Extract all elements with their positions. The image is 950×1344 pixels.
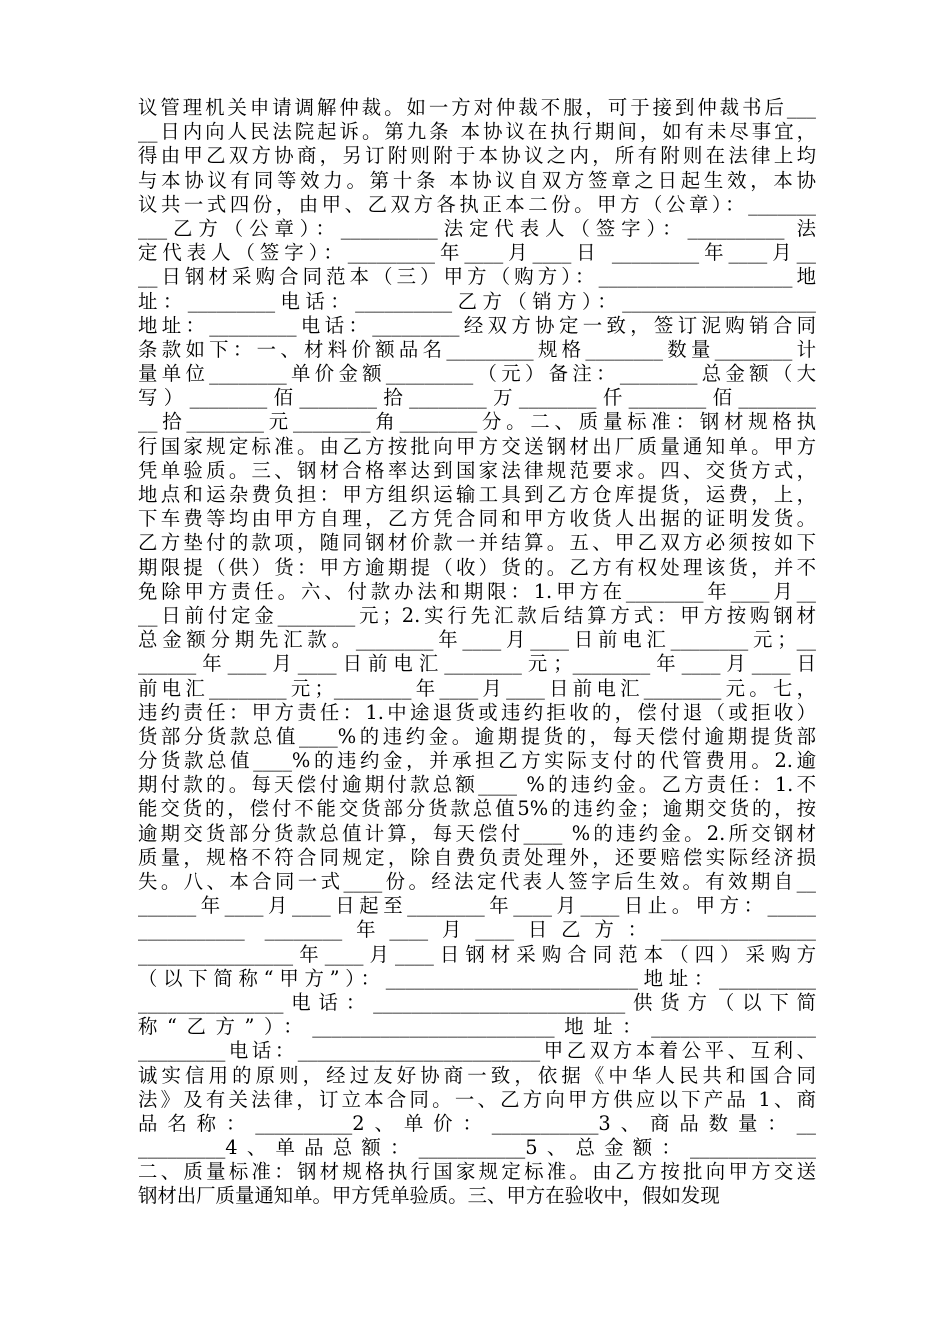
text-line: 议管理机关申请调解仲裁。如一方对仲裁不服，可于接到仲裁书后___ bbox=[138, 96, 816, 119]
text-line: 法》及有关法律，订立本合同。一、乙方向甲方供应以下产品 1、商 bbox=[138, 1087, 816, 1111]
text-line: 乙方垫付的款项，随同钢材价款一并结算。五、甲乙双方必须按如下 bbox=[138, 531, 816, 555]
text-line: 期限提（供）货：甲方逾期提（收）货的。乙方有权处理该货，并不 bbox=[138, 555, 816, 579]
text-line: 写）________佰________拾________万________仟________佰________ bbox=[138, 386, 816, 410]
text-line: 行国家规定标准。由乙方按批向甲方交送钢材出厂质量通知单。甲方 bbox=[138, 434, 816, 458]
text-line: _________电话：_________________________甲乙双方本着公平、互利、 bbox=[138, 1039, 816, 1063]
text-line: 得由甲乙双方协商，另订附则附于本协议之内，所有附则在法律上均 bbox=[138, 144, 816, 168]
text-line: ______年____月____日起至________年____月____日止。甲方：_____ bbox=[138, 894, 816, 918]
text-line: 钢材出厂质量通知单。甲方凭单验质。三、甲方在验收中，假如发现 bbox=[138, 1184, 720, 1208]
text-line: 分货款总值____%的违约金，并承担乙方实际支付的代管费用。2.逾 bbox=[138, 749, 816, 773]
text-line: 址：_________电话：__________乙方（销方）：____________________ bbox=[138, 289, 816, 313]
text-line: __日前付定金________元；2.实行先汇款后结算方式：甲方按购钢材 bbox=[138, 603, 816, 627]
text-line: （以下简称“甲方”）：__________________________地址：__________ bbox=[138, 966, 816, 990]
text-line: ________________年____月____日钢材采购合同范本（四）采购方 bbox=[138, 942, 816, 966]
text-line: ___乙方（公章）：__________法定代表人（签字）：__________ 法 bbox=[138, 216, 816, 240]
text-line: ___________ ________年____月____日乙方：________________ bbox=[138, 918, 816, 942]
text-line: __日内向人民法院起诉。第九条 本协议在执行期间，如有未尽事宜， bbox=[138, 120, 816, 144]
text-line: _________4、单品总额：___________5、总金额：_____________ bbox=[138, 1136, 816, 1160]
text-line: _______________电话：__________________________供货方（以下简 bbox=[138, 990, 816, 1014]
text-line: 总金额分期先汇款。________年____月____日前电汇________元；__ bbox=[138, 628, 816, 652]
text-line: 能交货的，偿付不能交货部分货款总值5%的违约金；逾期交货的，按 bbox=[138, 797, 816, 821]
text-line: 议共一式四份，由甲、乙双方各执正本二份。甲方（公章）：_______ bbox=[138, 192, 816, 216]
text-line: 逾期交货部分货款总值计算，每天偿付____ %的违约金。2.所交钢材 bbox=[138, 821, 816, 845]
text-line: 诚实信用的原则，经过友好协商一致，依据《中华人民共和国合同 bbox=[138, 1063, 816, 1087]
text-line: ______年____月____日前电汇________元；________年____月____日 bbox=[138, 652, 816, 676]
text-line: 免除甲方责任。六、付款办法和期限：1.甲方在________年____月__ bbox=[138, 579, 816, 603]
document-body bbox=[138, 96, 816, 1209]
text-line: 二、质量标准：钢材规格执行国家规定标准。由乙方按批向甲方交送 bbox=[138, 1160, 816, 1184]
text-line: 下车费等均由甲方自理，乙方凭合同和甲方收货人出据的证明发货。 bbox=[138, 507, 816, 531]
text-line: 期付款的。每天偿付逾期付款总额____ %的违约金。乙方责任：1.不 bbox=[138, 773, 816, 797]
text-line: 量单位________单价金额_________（元）备注：________总金额（大 bbox=[138, 362, 816, 386]
text-line: 凭单验质。三、钢材合格率达到国家法律规范要求。四、交货方式， bbox=[138, 458, 816, 482]
text-line: __拾________元________角________分。二、质量标准：钢材规格执 bbox=[138, 410, 816, 434]
text-line: 与本协议有同等效力。第十条 本协议自双方签章之日起生效，本协 bbox=[138, 168, 816, 192]
text-line: __日钢材采购合同范本（三）甲方（购方）：____________________地 bbox=[138, 265, 816, 289]
text-line: 条款如下：一、材料价额品名_________规格________数量________计 bbox=[138, 337, 816, 361]
text-line: 失。八、本合同一式____份。经法定代表人签字后生效。有效期自__ bbox=[138, 870, 816, 893]
text-line: 质量，规格不符合同规定，除自费负责处理外，还要赔偿实际经济损 bbox=[138, 845, 816, 869]
text-line: 称“乙方”）：_________________________地址：_________________ bbox=[138, 1015, 816, 1039]
text-line: 品名称：__________2、单价：___________3、商品数量：__ bbox=[138, 1111, 816, 1135]
text-line: 货部分货款总值____%的违约金。逾期提货的，每天偿付逾期提货部 bbox=[138, 724, 816, 748]
text-line: 定代表人（签字）：_________年____月____日 _________年____月__ bbox=[138, 241, 816, 265]
text-line: 前电汇________元；________年____月____日前电汇________元。七， bbox=[138, 676, 816, 700]
text-line: 地址：_________电话：_________经双方协定一致，签订泥购销合同 bbox=[138, 313, 816, 337]
text-line: 地点和运杂费负担：甲方组织运输工具到乙方仓库提货，运费，上， bbox=[138, 483, 816, 506]
text-line: 违约责任：甲方责任：1.中途退货或违约拒收的，偿付退（或拒收） bbox=[138, 700, 816, 724]
